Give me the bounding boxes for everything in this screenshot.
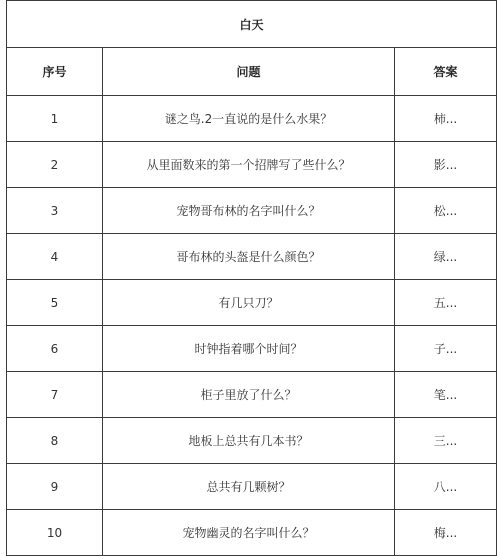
table-row: [7, 510, 497, 556]
row-answer: 子...: [395, 326, 497, 372]
table-row: [7, 326, 497, 372]
row-question: 柜子里放了什么？: [103, 372, 395, 418]
row-number: 4: [7, 234, 103, 280]
row-question: 地板上总共有几本书？: [103, 418, 395, 464]
header-answer: 答案: [395, 48, 497, 96]
row-number: 5: [7, 280, 103, 326]
row-number: 10: [7, 510, 103, 556]
row-number: 6: [7, 326, 103, 372]
row-answer: 影...: [395, 142, 497, 188]
row-question: 有几只刀？: [103, 280, 395, 326]
header-question: 问题: [103, 48, 395, 96]
row-answer: 松...: [395, 188, 497, 234]
row-answer: 绿...: [395, 234, 497, 280]
row-number: 2: [7, 142, 103, 188]
row-question: 哥布林的头盔是什么颜色？: [103, 234, 395, 280]
table-row: [7, 464, 497, 510]
table-row: [7, 418, 497, 464]
row-question: 总共有几颗树？: [103, 464, 395, 510]
row-number: 9: [7, 464, 103, 510]
table-title-row: [7, 1, 497, 48]
row-number: 8: [7, 418, 103, 464]
table-row: [7, 142, 497, 188]
table-row: [7, 234, 497, 280]
row-number: 3: [7, 188, 103, 234]
table-row: [7, 188, 497, 234]
row-answer: 三...: [395, 418, 497, 464]
row-answer: 五...: [395, 280, 497, 326]
row-question: 时钟指着哪个时间？: [103, 326, 395, 372]
row-answer: 梅...: [395, 510, 497, 556]
qa-table: [6, 0, 497, 556]
table-title: 白天: [7, 1, 497, 48]
table-row: [7, 280, 497, 326]
row-question: 谜之鸟.2一直说的是什么水果？: [103, 96, 395, 142]
table-header-row: [7, 48, 497, 96]
row-question: 从里面数来的第一个招牌写了些什么？: [103, 142, 395, 188]
row-question: 宠物哥布林的名字叫什么？: [103, 188, 395, 234]
table-row: [7, 372, 497, 418]
row-question: 宠物幽灵的名字叫什么？: [103, 510, 395, 556]
table-row: [7, 96, 497, 142]
header-number: 序号: [7, 48, 103, 96]
row-answer: 笔...: [395, 372, 497, 418]
row-number: 1: [7, 96, 103, 142]
row-answer: 八...: [395, 464, 497, 510]
row-answer: 柿...: [395, 96, 497, 142]
row-number: 7: [7, 372, 103, 418]
